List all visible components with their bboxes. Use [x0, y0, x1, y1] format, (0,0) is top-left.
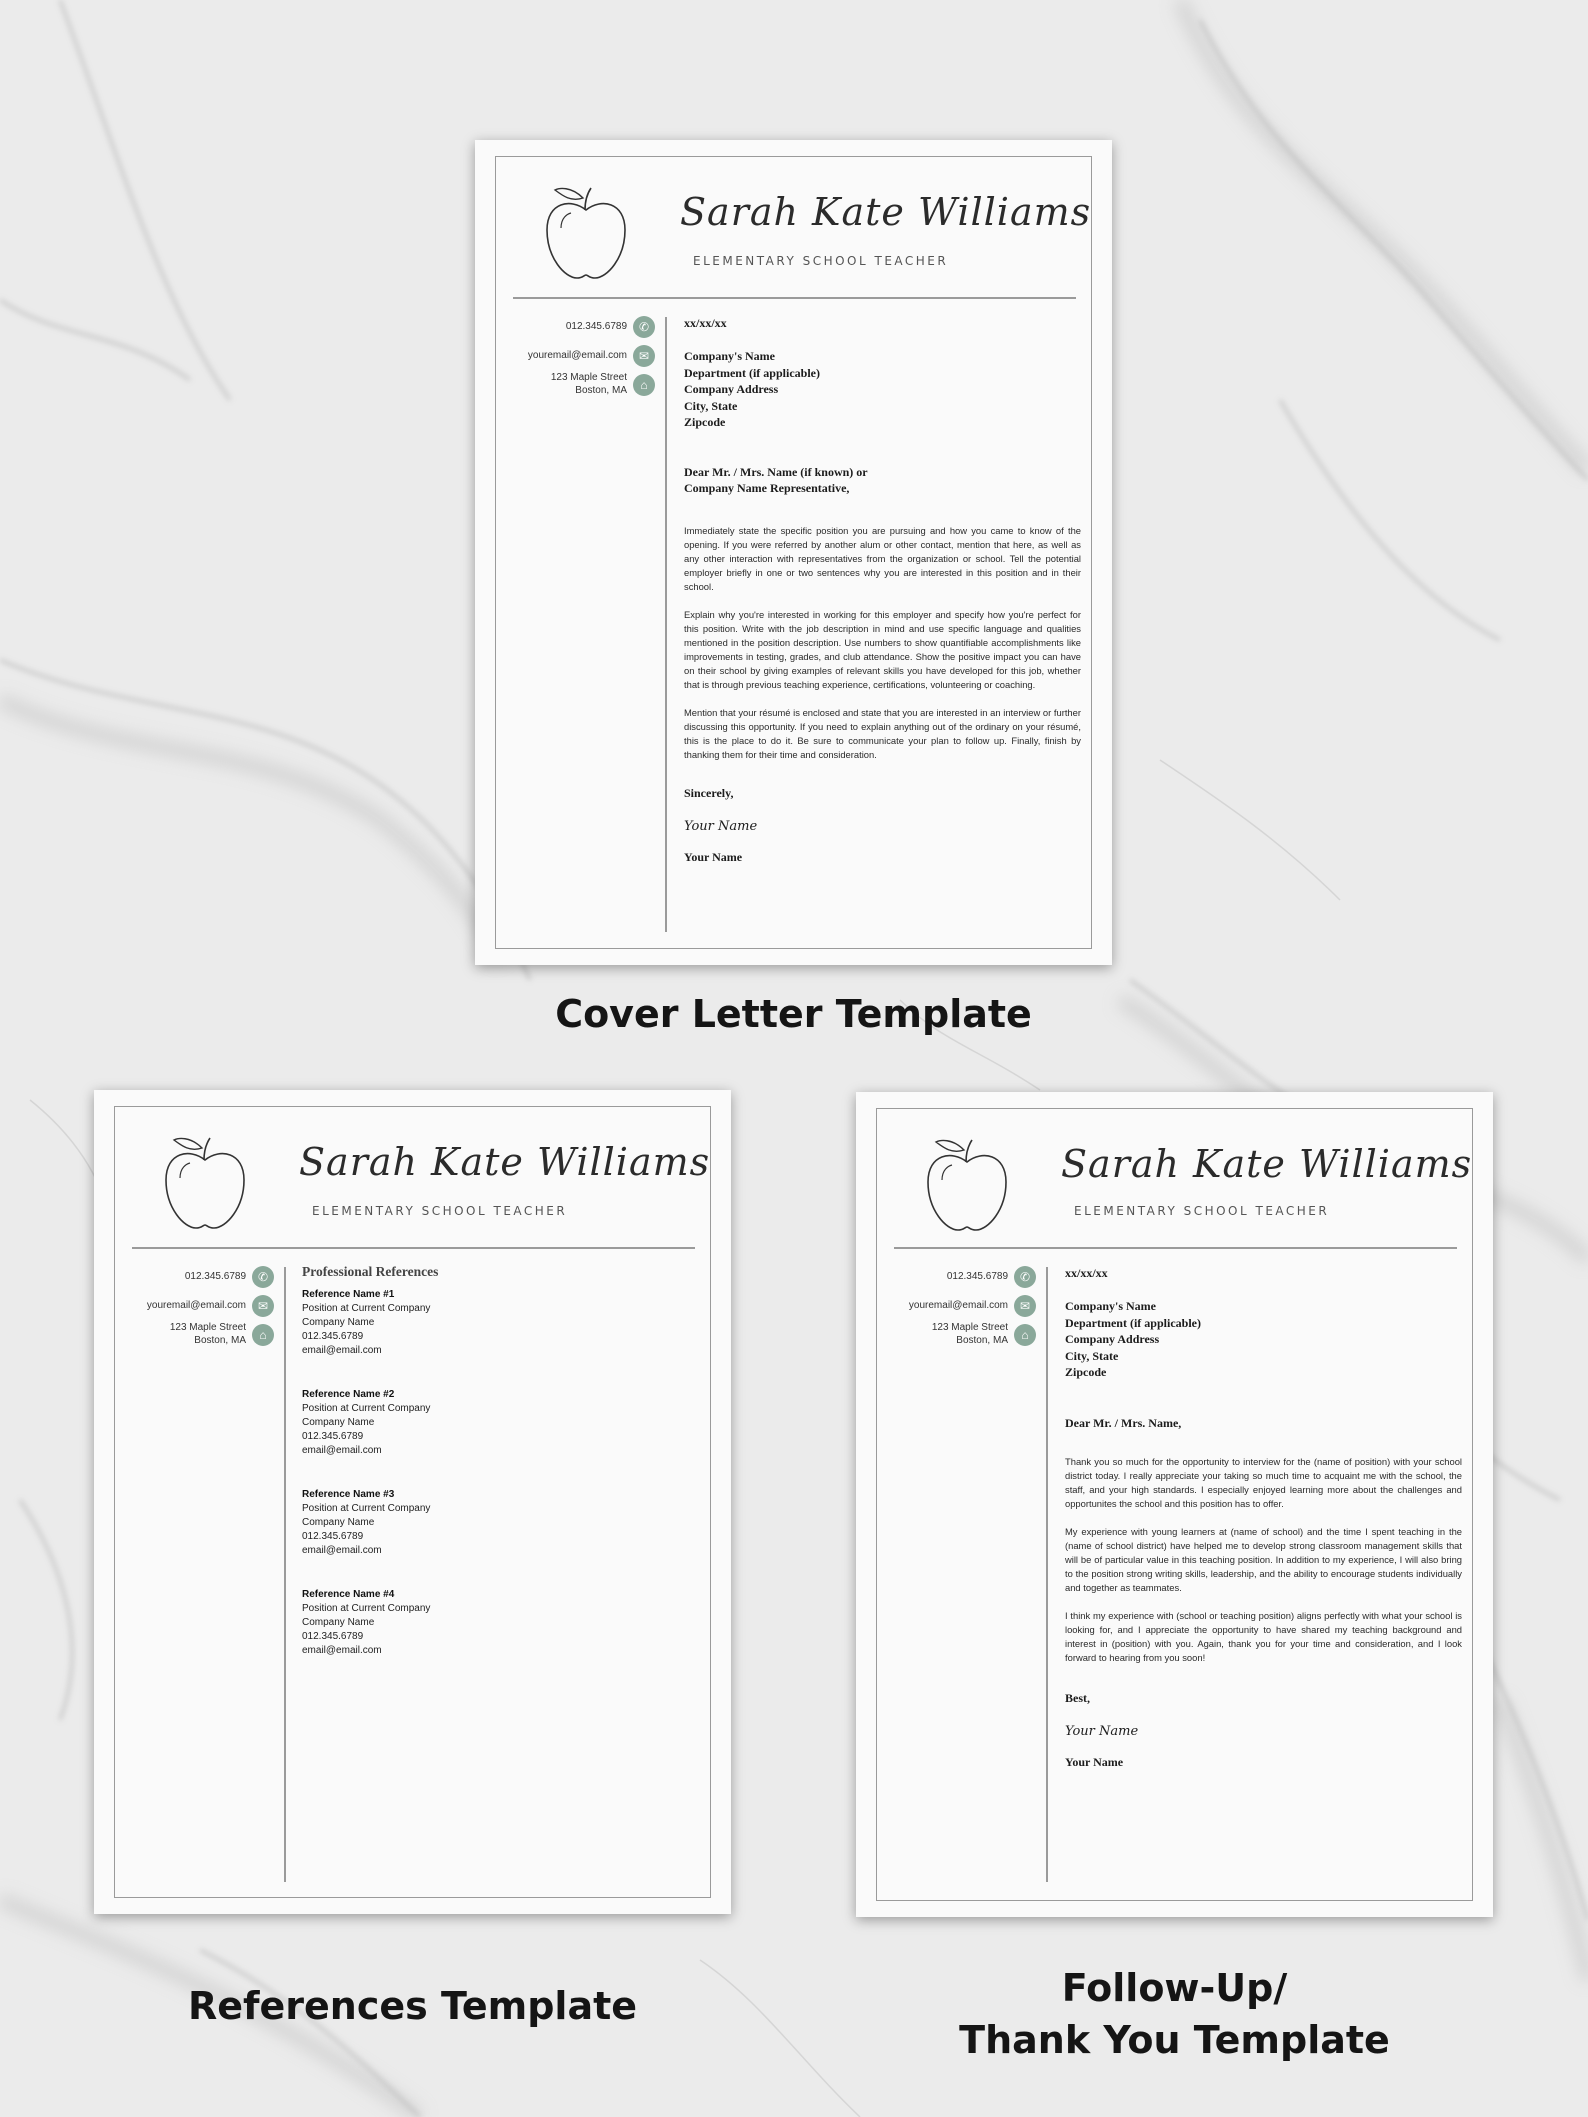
contact-address-row — [551, 372, 655, 397]
phone-icon: ✆ — [252, 1266, 274, 1288]
followup-caption-line2: Thank You Template — [959, 2018, 1390, 2062]
column-divider — [284, 1267, 286, 1882]
address-line1: 123 Maple Street — [931, 1322, 1008, 1333]
signature: Your Name — [684, 818, 758, 834]
followup-caption — [856, 1962, 1493, 2066]
body-paragraph: Immediately state the specific position you are pursuing and how you came to know of the opening. If you were referred by another alum or other contact, mention that here, as well as any other interaction with representatives from the organization or school. Tell the potential employer briefly in one or two sentences why you are interested in this position and in their school. — [684, 524, 1081, 592]
body-paragraph: My experience with young learners at (name of school) and the time I spent teaching in the (name of school district) have helped me to develop strong classroom management skills that will be of particular value in this teaching position. In addition to my experience, I will also bring to the position strong writing skills, leadership, and the ability to encourage students individually and together as teammates. — [1065, 1526, 1462, 1593]
printed-name: Your Name — [684, 849, 743, 864]
salutation: Dear Mr. / Mrs. Name (if known) or — [684, 464, 868, 479]
address-line1: 123 Maple Street — [169, 1322, 246, 1333]
reference-phone: 012.345.6789 — [302, 1531, 364, 1542]
letter-date: xx/xx/xx — [684, 316, 727, 330]
references-document — [94, 1090, 731, 1914]
salutation: Company Name Representative, — [684, 481, 850, 495]
home-icon: ⌂ — [633, 374, 655, 396]
letter-date: xx/xx/xx — [1065, 1266, 1108, 1280]
letter-body — [684, 316, 1081, 865]
apple-icon — [922, 1130, 1012, 1234]
contact-email: youremail@email.com — [908, 1299, 1008, 1311]
reference-phone: 012.345.6789 — [302, 1631, 364, 1642]
apple-icon — [160, 1128, 250, 1232]
reference-company: Company Name — [302, 1317, 375, 1328]
body-paragraph: Explain why you're interested in working for this employer and specify how you're perfect for this position. Write with the job description in mind and use specific language and qualities mentioned in the position description. Use numbers to show quantifiable accomplishments like improvements in testing, grades, and club attendance. Show the positive impact you can have on their school by giving examples of relevant skills you have developed for this job, whether that is through previous teaching experience, certifications, volunteering or coaching. — [684, 608, 1081, 690]
reference-position: Position at Current Company — [302, 1603, 431, 1614]
reference-position: Position at Current Company — [302, 1503, 431, 1514]
reference-entry — [302, 1488, 692, 1558]
contact-address — [170, 1322, 246, 1347]
body-paragraph: Mention that your résumé is enclosed and state that you are interested in an interview or further discussing this opportunity. If you need to explain anything out of the ordinary on your résumé, this is the place to do it. Be sure to communicate your plan to follow up. Finally, finish by thanking them for their time and consideration. — [684, 706, 1081, 760]
reference-email: email@email.com — [302, 1545, 382, 1556]
reference-name: Reference Name #4 — [302, 1589, 395, 1600]
contact-phone: 012.345.6789 — [565, 320, 627, 332]
reference-entry — [302, 1388, 692, 1458]
contact-email: youremail@email.com — [527, 349, 627, 361]
printed-name: Your Name — [1065, 1755, 1124, 1769]
contact-email: youremail@email.com — [146, 1299, 246, 1311]
signature: Your Name — [1065, 1724, 1139, 1739]
reference-position: Position at Current Company — [302, 1303, 431, 1314]
address-line1: 123 Maple Street — [550, 372, 627, 383]
email-icon: ✉ — [252, 1295, 274, 1317]
company-line: Company's Name — [1065, 1299, 1157, 1313]
home-icon: ⌂ — [252, 1324, 274, 1346]
closing: Best, — [1065, 1691, 1090, 1705]
company-line: Department (if applicable) — [1065, 1315, 1201, 1330]
contact-phone: 012.345.6789 — [946, 1270, 1008, 1282]
phone-icon: ✆ — [1014, 1266, 1036, 1288]
job-title: ELEMENTARY SCHOOL TEACHER — [1074, 1204, 1330, 1218]
column-divider — [665, 317, 667, 932]
cover-letter-document — [475, 140, 1112, 965]
home-icon: ⌂ — [1014, 1324, 1036, 1346]
company-line: Company's Name — [684, 349, 776, 363]
applicant-name: Sarah Kate Williams — [1061, 1142, 1473, 1186]
header-divider — [894, 1247, 1457, 1249]
reference-position: Position at Current Company — [302, 1403, 431, 1414]
reference-company: Company Name — [302, 1417, 375, 1428]
contact-address-row — [932, 1322, 1036, 1347]
contact-email-row — [909, 1295, 1036, 1317]
contact-phone-row — [566, 316, 655, 338]
company-line: City, State — [684, 398, 738, 413]
reference-phone: 012.345.6789 — [302, 1431, 364, 1442]
company-line: City, State — [1065, 1348, 1119, 1363]
column-divider — [1046, 1267, 1048, 1882]
company-line: Company Address — [684, 382, 779, 396]
company-line: Company Address — [1065, 1332, 1160, 1346]
reference-company: Company Name — [302, 1517, 375, 1528]
company-line: Department (if applicable) — [684, 365, 820, 380]
reference-name: Reference Name #2 — [302, 1389, 395, 1400]
followup-document — [856, 1092, 1493, 1917]
address-line2: Boston, MA — [194, 1334, 246, 1346]
reference-entry — [302, 1588, 692, 1658]
body-paragraph: I think my experience with (school or teaching position) aligns perfectly with what your school is looking for, and I appreciate the opportunity to have shared my teaching background and interest in (position) with you. Again, thank you for your time and consideration, and I look forward to hearing from you soon! — [1065, 1610, 1462, 1663]
contact-email-row — [147, 1295, 274, 1317]
job-title: ELEMENTARY SCHOOL TEACHER — [312, 1204, 568, 1218]
contact-email-row — [528, 345, 655, 367]
contact-column — [505, 316, 655, 416]
applicant-name: Sarah Kate Williams — [680, 190, 1092, 234]
cover-letter-caption: Cover Letter Template — [555, 992, 1032, 1036]
contact-phone-row — [185, 1266, 274, 1288]
references-list — [302, 1264, 692, 1672]
contact-column — [124, 1266, 274, 1366]
email-icon: ✉ — [1014, 1295, 1036, 1317]
closing: Sincerely, — [684, 785, 734, 800]
header-divider — [513, 297, 1076, 299]
job-title: ELEMENTARY SCHOOL TEACHER — [693, 254, 949, 268]
salutation: Dear Mr. / Mrs. Name, — [1065, 1415, 1182, 1430]
letter-body — [1065, 1266, 1462, 1770]
reference-name: Reference Name #3 — [302, 1489, 395, 1500]
references-heading: Professional References — [302, 1264, 439, 1279]
body-paragraph: Thank you so much for the opportunity to interview for the (name of position) with your school district today. I really appreciate your taking so much time to acquaint me with the school, the staff, and your high standards. I especially enjoyed learning more about the challenges and opportunites the school and this position has to offer. — [1065, 1456, 1462, 1509]
address-line2: Boston, MA — [956, 1334, 1008, 1346]
reference-email: email@email.com — [302, 1345, 382, 1356]
contact-address — [932, 1322, 1008, 1347]
reference-email: email@email.com — [302, 1645, 382, 1656]
contact-address-row — [170, 1322, 274, 1347]
reference-phone: 012.345.6789 — [302, 1331, 364, 1342]
company-line: Zipcode — [684, 415, 726, 429]
company-line: Zipcode — [1065, 1365, 1107, 1379]
contact-phone: 012.345.6789 — [184, 1270, 246, 1282]
address-line2: Boston, MA — [575, 384, 627, 396]
reference-name: Reference Name #1 — [302, 1289, 395, 1300]
applicant-name: Sarah Kate Williams — [299, 1140, 711, 1184]
references-caption: References Template — [187, 1984, 638, 2028]
followup-caption-line1: Follow-Up/ — [1061, 1966, 1288, 2010]
header-divider — [132, 1247, 695, 1249]
reference-company: Company Name — [302, 1617, 375, 1628]
email-icon: ✉ — [633, 345, 655, 367]
reference-email: email@email.com — [302, 1445, 382, 1456]
contact-column — [886, 1266, 1036, 1366]
phone-icon: ✆ — [633, 316, 655, 338]
reference-entry — [302, 1288, 692, 1358]
contact-address — [551, 372, 627, 397]
contact-phone-row — [947, 1266, 1036, 1288]
apple-icon — [541, 178, 631, 282]
